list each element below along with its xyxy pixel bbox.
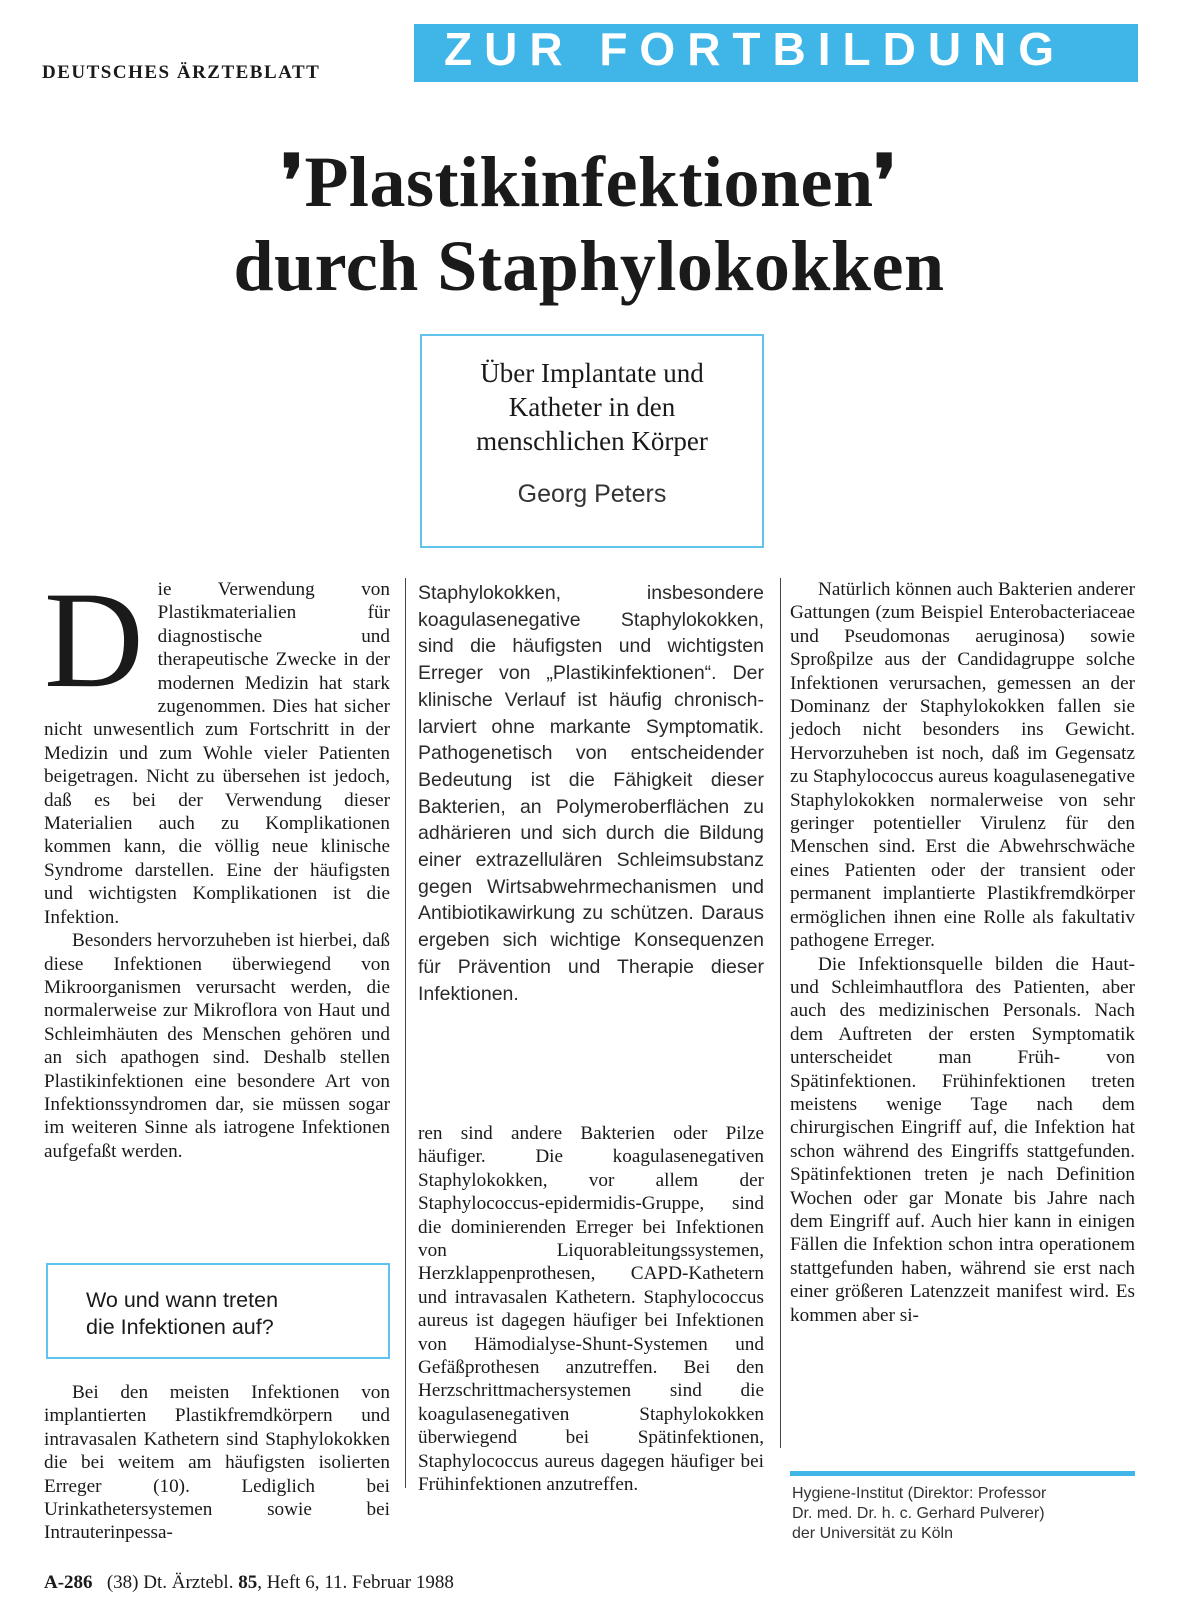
title-line-1: ❜Plastikinfektionen❜ — [280, 142, 898, 222]
subheading-line-2: die Infektionen auf? — [86, 1315, 274, 1339]
article-title — [20, 140, 1158, 308]
subheading-box — [46, 1263, 390, 1359]
paragraph-pathogen-distribution: ren sind andere Bakterien oder Pilze häufiger. Die koagulasenegativen Staphylokokken, vor allem der Staphylococcus-epidermidis-Gruppe, sind die dominierenden Erreger bei Infektionen von Liquorableitungssystemen, Herzklappenprothesen, CAPD-Kathetern und intravasalen Kathetern. Staphylococcus aureus ist dagegen häufiger bei Infektionen von Hämodialyse-Shunt-Systemen und Gefäßprothesen anzutreffen. Bei den Herzschrittmachersystemen sind die koagulasenegativen Staphylokokken überwiegend bei Spätinfektionen, Staphylococcus aureus dagegen häufiger bei Frühinfektionen anzutreffen. — [418, 1123, 764, 1496]
page-number: A-286 — [44, 1572, 93, 1593]
abstract-lead — [418, 580, 764, 1007]
issue-info: , Heft 6, 11. Februar 1988 — [257, 1572, 454, 1593]
author-affiliation — [792, 1484, 1142, 1544]
column-divider-right — [780, 578, 781, 1448]
column-1-top — [44, 563, 390, 1163]
subtitle-box — [420, 334, 764, 548]
column-2-bottom — [418, 1122, 764, 1497]
page-footer — [44, 1572, 454, 1594]
paragraph-other-pathogens: Natürlich können auch Bakterien anderer Gattungen (zum Beispiel Enterobacteriaceae und Pseudomonas aeruginosa) sowie Sproßpilze aus der Candidagruppe solche Infektionen verursachen, gemessen an der Dominanz der Staphylokokken fallen sie jedoch nicht besonders ins Gewicht. Hervorzuheben ist noch, daß im Gegensatz zu Staphylococcus aureus koagulasenegative Staphylokokken normalerweise von sehr geringer potentieller Virulenz für den Menschen sind. Erst die Abwehrschwäche eines Patienten oder der transient oder permanent implantierte Plastikfremdkörper ermöglichen ihnen eine Rolle als fakultativ pathogene Erreger. — [790, 579, 1135, 952]
journal-name: DEUTSCHES ÄRZTEBLATT — [42, 62, 321, 83]
column-3 — [790, 578, 1135, 1327]
volume-number: 85 — [238, 1572, 258, 1593]
subheading-line-1: Wo und wann treten — [86, 1288, 279, 1312]
subtitle — [422, 356, 762, 458]
subtitle-line-1: Über Implantate und — [480, 358, 704, 388]
column-1-bottom — [44, 1381, 390, 1545]
affiliation-rule — [790, 1471, 1135, 1476]
author-name: Georg Peters — [517, 480, 667, 508]
paragraph-iatrogenic: Besonders hervorzuheben ist hierbei, daß diese Infektionen überwiegend von Mikroorganismen verursacht werden, die normalerweise zur Mikroflora von Haut und Schleimhäuten des Menschen gehören und an sich apathogen sind. Deshalb stellen Plastikinfektionen eine besondere Art von Infektionssyndromen dar, sie müssen sogar im weiteren Sinne als iatrogene Infektionen aufgefaßt werden. — [44, 930, 390, 1162]
paragraph-pathogens: Bei den meisten Infektionen von implantierten Plastikfremdkörpern und intravasalen Kathetern sind Staphylokokken die bei weitem am häufigsten isolierten Erreger (10). Lediglich bei Urinkathetersystemen sowie bei Intrauterinpessa- — [44, 1382, 390, 1544]
lead-paragraph: Staphylokokken, insbesondere koagulasenegative Staphylokokken, sind die häufigsten und wichtigsten Erreger von „Plastikinfektionen“. Der klinische Verlauf ist häufig chronisch-larviert ohne markante Symptomatik. Pathogenetisch von entscheidender Bedeutung ist die Fähigkeit dieser Bakterien, an Polymeroberflächen zu adhärieren und sich durch die Bildung einer extrazellulären Schleimsubstanz gegen Wirtsabwehrmechanismen und Antibiotikawirkung zu schützen. Daraus ergeben sich wichtige Konsequenzen für Prävention und Therapie dieser Infektionen. — [418, 582, 764, 1005]
affiliation-line-2: Dr. med. Dr. h. c. Gerhard Pulverer) — [792, 1505, 1045, 1522]
paragraph-infection-source: Die Infektionsquelle bilden die Haut- und Schleimhautflora des Patienten, aber auch des medizinischen Personals. Nach dem Auftreten der ersten Symptomatik unterscheidet man Früh- von Spätinfektionen. Frühinfektionen treten meistens wenige Tage nach dem chirurgischen Eingriff auf, die Infektion hat schon während des Eingriffs stattgefunden. Spätinfektionen treten je nach Definition Wochen oder gar Monate bis Jahre nach dem Eingriff auf. Auch hier kann in einigen Fällen die Infektion schon intra operationem stattgefunden haben, während sie erst nach einer größeren Latenzzeit manifest wird. Es kommen aber si- — [790, 953, 1135, 1326]
drop-cap: D — [44, 563, 144, 716]
affiliation-line-3: der Universität zu Köln — [792, 1525, 953, 1542]
subtitle-line-3: menschlichen Körper — [476, 426, 708, 456]
issue-prefix: (38) Dt. Ärztebl. — [106, 1572, 234, 1593]
subtitle-line-2: Katheter in den — [508, 392, 676, 422]
title-line-2: durch Staphylokokken — [233, 226, 945, 306]
affiliation-line-1: Hygiene-Institut (Direktor: Professor — [792, 1485, 1047, 1502]
paragraph-intro: ie Verwendung von Plastikmaterialien für diagnostische und therapeutische Zwecke in der modernen Medizin hat stark zugenommen. Dies hat sicher nicht unwesentlich zum Fortschritt in der Medizin und zum Wohle vieler Patienten beigetragen. Nicht zu übersehen ist jedoch, daß es bei der Verwendung dieser Materialien auch zu Komplikationen kommen kann, die völlig neue klinische Syndrome darstellen. Eine der häufigsten und wichtigsten Komplikationen ist die Infektion. — [44, 579, 390, 928]
column-divider-left — [405, 578, 406, 1488]
section-banner: ZUR FORTBILDUNG — [414, 24, 1138, 82]
